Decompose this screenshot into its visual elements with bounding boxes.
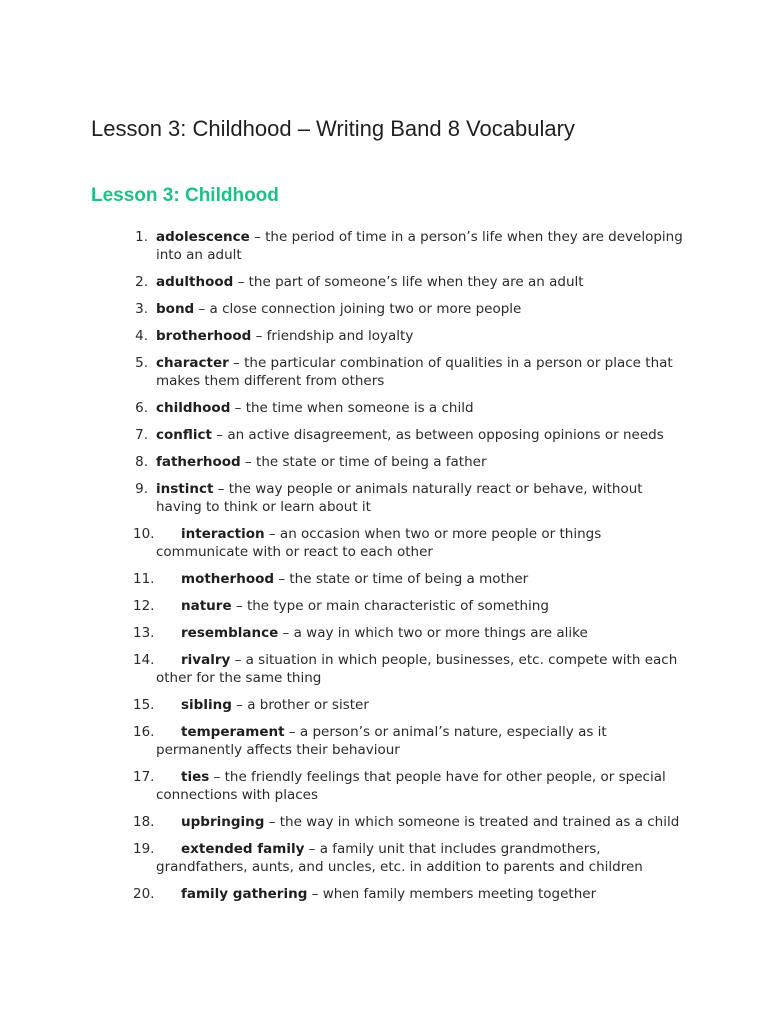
item-body [0, 723, 688, 759]
vocabulary-item [0, 840, 768, 876]
item-body [0, 597, 688, 615]
item-number: 5. [135, 355, 148, 371]
vocabulary-item [0, 525, 768, 561]
vocabulary-item [0, 813, 768, 831]
item-body [0, 624, 688, 642]
item-number: 15. [133, 697, 155, 713]
item-body [0, 570, 688, 588]
vocabulary-definition: – a person’s or animal’s nature, especially as it permanently affects their behaviour [156, 724, 607, 758]
vocabulary-definition: – the time when someone is a child [230, 400, 474, 416]
vocabulary-term: upbringing [181, 814, 265, 830]
vocabulary-term: character [156, 355, 229, 371]
item-body [0, 525, 688, 561]
vocabulary-term: brotherhood [156, 328, 252, 344]
item-number: 2. [135, 274, 148, 290]
item-number: 11. [133, 571, 155, 587]
item-body [156, 355, 673, 389]
vocabulary-item [0, 651, 768, 687]
vocabulary-definition: – an active disagreement, as between opposing opinions or needs [211, 427, 664, 443]
item-number: 8. [135, 454, 148, 470]
vocabulary-definition: – an occasion when two or more people or things communicate with or react to each other [156, 526, 602, 560]
item-number: 16. [133, 724, 155, 740]
item-number: 18. [133, 814, 155, 830]
item-number: 3. [135, 301, 148, 317]
document-title: Lesson 3: Childhood – Writing Band 8 Vocabulary [91, 116, 575, 141]
item-body [0, 696, 688, 714]
item-number: 9. [135, 481, 148, 497]
vocabulary-term: ties [181, 769, 210, 785]
vocabulary-term: resemblance [181, 625, 279, 641]
vocabulary-term: interaction [181, 526, 265, 542]
item-body [156, 400, 474, 416]
vocabulary-item [0, 453, 768, 471]
item-body [156, 274, 584, 290]
item-body [0, 840, 688, 876]
vocabulary-definition: – the type or main characteristic of something [231, 598, 549, 614]
vocabulary-term: adulthood [156, 274, 234, 290]
vocabulary-item [0, 399, 768, 417]
item-body [0, 651, 688, 687]
vocabulary-item [0, 228, 768, 264]
vocabulary-definition: – a situation in which people, businesses, etc. compete with each other for the same thing [156, 652, 678, 686]
vocabulary-item [0, 327, 768, 345]
item-number: 6. [135, 400, 148, 416]
section-heading: Lesson 3: Childhood [91, 185, 279, 206]
vocabulary-item [0, 480, 768, 516]
vocabulary-term: rivalry [181, 652, 231, 668]
item-number: 17. [133, 769, 155, 785]
item-body [0, 813, 688, 831]
vocabulary-definition: – friendship and loyalty [251, 328, 414, 344]
vocabulary-item [0, 696, 768, 714]
vocabulary-term: bond [156, 301, 195, 317]
vocabulary-term: fatherhood [156, 454, 241, 470]
vocabulary-definition: – a close connection joining two or more people [194, 301, 522, 317]
vocabulary-definition: – the state or time of being a father [240, 454, 487, 470]
vocabulary-definition: – a family unit that includes grandmothers, grandfathers, aunts, and uncles, etc. in addition to parents and children [156, 841, 643, 875]
vocabulary-definition: – when family members meeting together [307, 886, 597, 902]
vocabulary-item [0, 768, 768, 804]
vocabulary-item [0, 426, 768, 444]
vocabulary-item [0, 723, 768, 759]
item-number: 7. [135, 427, 148, 443]
vocabulary-definition: – the period of time in a person’s life when they are developing into an adult [156, 229, 683, 263]
item-number: 19. [133, 841, 155, 857]
vocabulary-definition: – the way people or animals naturally react or behave, without having to think or learn about it [156, 481, 643, 515]
item-number: 13. [133, 625, 155, 641]
item-body [156, 454, 487, 470]
vocabulary-item [0, 624, 768, 642]
vocabulary-term: family gathering [181, 886, 308, 902]
vocabulary-definition: – the friendly feelings that people have for other people, or special connections with places [156, 769, 666, 803]
vocabulary-item [0, 354, 768, 390]
vocabulary-definition: – the particular combination of qualities in a person or place that makes them different from others [156, 355, 673, 389]
item-number: 12. [133, 598, 155, 614]
vocabulary-term: instinct [156, 481, 214, 497]
vocabulary-definition: – the part of someone’s life when they are an adult [233, 274, 584, 290]
vocabulary-term: conflict [156, 427, 212, 443]
vocabulary-term: childhood [156, 400, 231, 416]
item-number: 1. [135, 229, 148, 245]
vocabulary-list [0, 228, 768, 912]
vocabulary-item [0, 273, 768, 291]
item-body [156, 481, 643, 515]
vocabulary-term: sibling [181, 697, 232, 713]
item-number: 4. [135, 328, 148, 344]
vocabulary-item [0, 597, 768, 615]
vocabulary-item [0, 570, 768, 588]
vocabulary-item [0, 300, 768, 318]
vocabulary-term: nature [181, 598, 232, 614]
item-number: 14. [133, 652, 155, 668]
item-body [156, 229, 683, 263]
vocabulary-definition: – the way in which someone is treated and trained as a child [264, 814, 680, 830]
vocabulary-term: extended family [181, 841, 305, 857]
vocabulary-definition: – a brother or sister [231, 697, 369, 713]
vocabulary-term: adolescence [156, 229, 250, 245]
item-body [156, 427, 664, 443]
vocabulary-item [0, 885, 768, 903]
item-body [0, 768, 688, 804]
item-body [156, 328, 413, 344]
vocabulary-definition: – a way in which two or more things are alike [278, 625, 588, 641]
item-number: 10. [133, 526, 155, 542]
item-body [0, 885, 688, 903]
vocabulary-term: temperament [181, 724, 285, 740]
vocabulary-term: motherhood [181, 571, 275, 587]
item-body [156, 301, 521, 317]
item-number: 20. [133, 886, 155, 902]
vocabulary-definition: – the state or time of being a mother [274, 571, 529, 587]
